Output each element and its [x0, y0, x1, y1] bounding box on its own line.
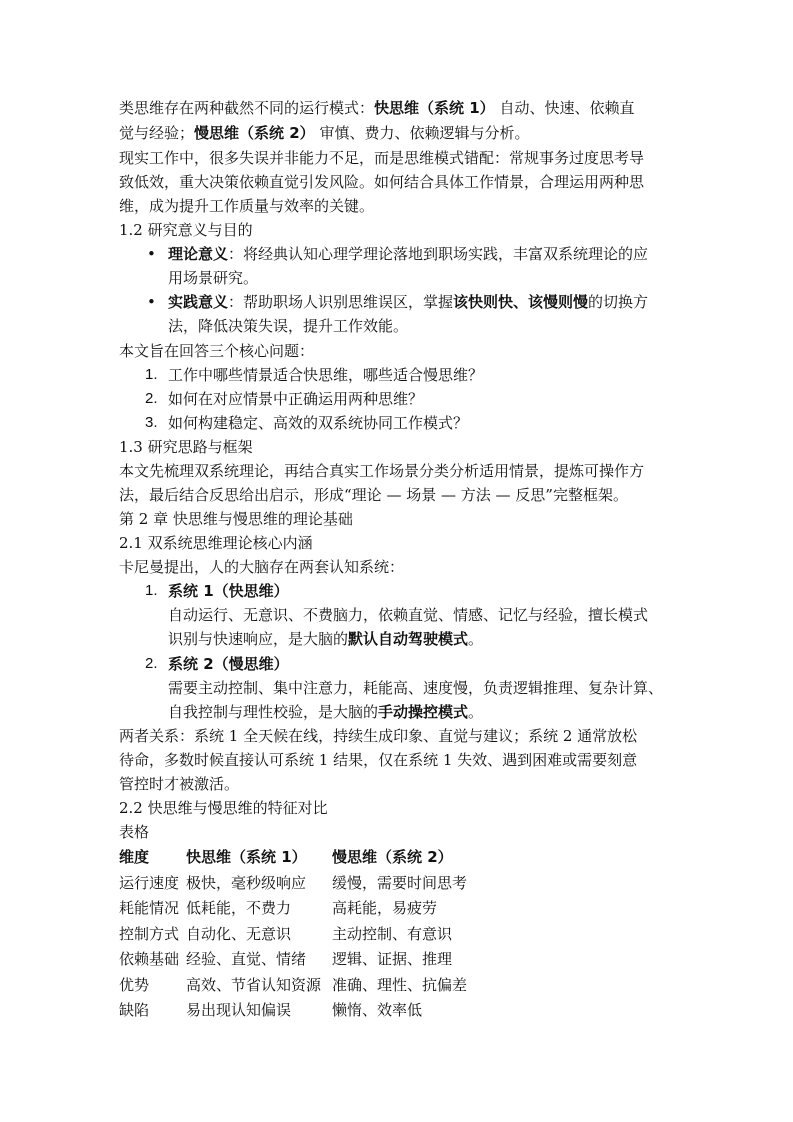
table-cell: 低耗能，不费力 — [186, 899, 292, 917]
bullet-dot: • — [147, 293, 156, 311]
bullet-practice-line-2: 法，降低决策失误，提升工作效能。 — [168, 317, 409, 335]
text-span: 的切换方 — [588, 293, 649, 311]
paragraph-reality-line-3: 维，成为提升工作质量与效率的关键。 — [119, 197, 375, 215]
table-cell: 易出现认知偏误 — [186, 1001, 292, 1019]
table-cell: 极快，毫秒级响应 — [186, 874, 307, 892]
systems-intro: 卡尼曼提出，人的大脑存在两套认知系统： — [119, 558, 405, 576]
table-cell: 高效、节省认知资源 — [186, 976, 322, 994]
table-cell: 运行速度 — [119, 874, 180, 892]
chapter-heading-2: 第 2 章 快思维与慢思维的理论基础 — [119, 510, 353, 528]
bullet-label-practice: 实践意义 — [168, 293, 229, 311]
text-span: 审慎、费力、依赖逻辑与分析。 — [314, 124, 530, 142]
table-header-dimension: 维度 — [119, 848, 150, 866]
table-header-fast: 快思维（系统 1） — [186, 848, 307, 866]
relation-line-3: 管控时才被激活。 — [119, 775, 240, 793]
table-cell: 准确、理性、抗偏差 — [332, 976, 468, 994]
bold-phrase: 默认自动驾驶模式 — [348, 630, 469, 648]
bullet-theory-line-1 — [168, 244, 688, 264]
paragraph-reality-line-1: 现实工作中，很多失误并非能力不足，而是思维模式错配：常规事务过度思考导 — [119, 149, 645, 167]
text-span: 识别与快速响应，是大脑的 — [168, 630, 349, 648]
bold-phrase: 手动操控模式 — [378, 703, 469, 721]
table-label: 表格 — [119, 823, 150, 841]
bold-term-slow: 慢思维（系统 2） — [194, 124, 315, 142]
text-span: ：将经典认知心理学理论落地到职场实践，丰富双系统理论的应 — [228, 245, 649, 263]
table-cell: 依赖基础 — [119, 950, 180, 968]
table-cell: 懒惰、效率低 — [332, 1001, 423, 1019]
question-item: 工作中哪些情景适合快思维，哪些适合慢思维？ — [168, 366, 484, 384]
table-cell: 缓慢，需要时间思考 — [332, 874, 468, 892]
question-item: 如何在对应情景中正确运用两种思维？ — [168, 390, 424, 408]
list-number: 2. — [145, 655, 158, 672]
text-span: 自动、快速、依赖直 — [494, 99, 635, 117]
list-number: 1. — [145, 366, 158, 383]
system-1-desc-line-2 — [168, 629, 688, 649]
text-span: 类思维存在两种截然不同的运行模式： — [119, 99, 375, 117]
section-heading-2-1: 2.1 双系统思维理论核心内涵 — [119, 534, 313, 552]
paragraph-intro-line-1 — [119, 98, 679, 118]
table-cell: 高耗能，易疲劳 — [332, 899, 438, 917]
table-header-slow: 慢思维（系统 2） — [332, 848, 453, 866]
table-cell: 缺陷 — [119, 1001, 150, 1019]
questions-intro: 本文旨在回答三个核心问题： — [119, 342, 315, 360]
table-cell: 控制方式 — [119, 925, 180, 943]
bold-phrase: 该快则快、该慢则慢 — [453, 293, 589, 311]
paragraph-reality-line-2: 致低效，重大决策依赖直觉引发风险。如何结合具体工作情景，合理运用两种思 — [119, 173, 645, 191]
table-cell: 逻辑、证据、推理 — [332, 950, 453, 968]
section-heading-1-2: 1.2 研究意义与目的 — [119, 221, 253, 239]
system-2-title: 系统 2（慢思维） — [168, 655, 289, 673]
bullet-theory-line-2: 用场景研究。 — [168, 269, 259, 287]
table-cell: 主动控制、有意识 — [332, 925, 453, 943]
table-cell: 耗能情况 — [119, 899, 180, 917]
bullet-label-theory: 理论意义 — [168, 245, 229, 263]
question-item: 如何构建稳定、高效的双系统协同工作模式？ — [168, 414, 469, 432]
system-2-desc-line-2 — [168, 702, 688, 722]
bold-term-fast: 快思维（系统 1） — [374, 99, 495, 117]
relation-line-1: 两者关系：系统 1 全天候在线，持续生成印象、直觉与建议；系统 2 通常放松 — [119, 727, 638, 745]
section-heading-1-3: 1.3 研究思路与框架 — [119, 438, 253, 456]
system-1-title: 系统 1（快思维） — [168, 582, 289, 600]
section-heading-2-2: 2.2 快思维与慢思维的特征对比 — [119, 799, 328, 817]
text-span: 。 — [468, 630, 484, 648]
list-number: 3. — [145, 414, 158, 431]
bullet-dot: • — [147, 245, 156, 263]
text-span: 。 — [468, 703, 484, 721]
paragraph-framework-line-2: 法，最后结合反思给出启示，形成“理论 — 场景 — 方法 — 反思”完整框架。 — [119, 486, 628, 504]
table-cell: 自动化、无意识 — [186, 925, 292, 943]
list-number: 1. — [145, 582, 158, 599]
list-number: 2. — [145, 390, 158, 407]
text-span: 自我控制与理性校验，是大脑的 — [168, 703, 379, 721]
text-span: ：帮助职场人识别思维误区，掌握 — [228, 293, 454, 311]
table-cell: 经验、直觉、情绪 — [186, 950, 307, 968]
paragraph-framework-line-1: 本文先梳理双系统理论，再结合真实工作场景分类分析适用情景，提炼可操作方 — [119, 462, 645, 480]
relation-line-2: 待命，多数时候直接认可系统 1 结果，仅在系统 1 失效、遇到困难或需要刻意 — [119, 751, 638, 769]
table-cell: 优势 — [119, 976, 150, 994]
system-1-desc-line-1: 自动运行、无意识、不费脑力，依赖直觉、情感、记忆与经验，擅长模式 — [168, 606, 649, 624]
bullet-practice-line-1 — [168, 292, 688, 312]
paragraph-intro-line-2 — [119, 123, 679, 143]
text-span: 觉与经验； — [119, 124, 195, 142]
system-2-desc-line-1: 需要主动控制、集中注意力，耗能高、速度慢，负责逻辑推理、复杂计算、 — [168, 679, 664, 697]
